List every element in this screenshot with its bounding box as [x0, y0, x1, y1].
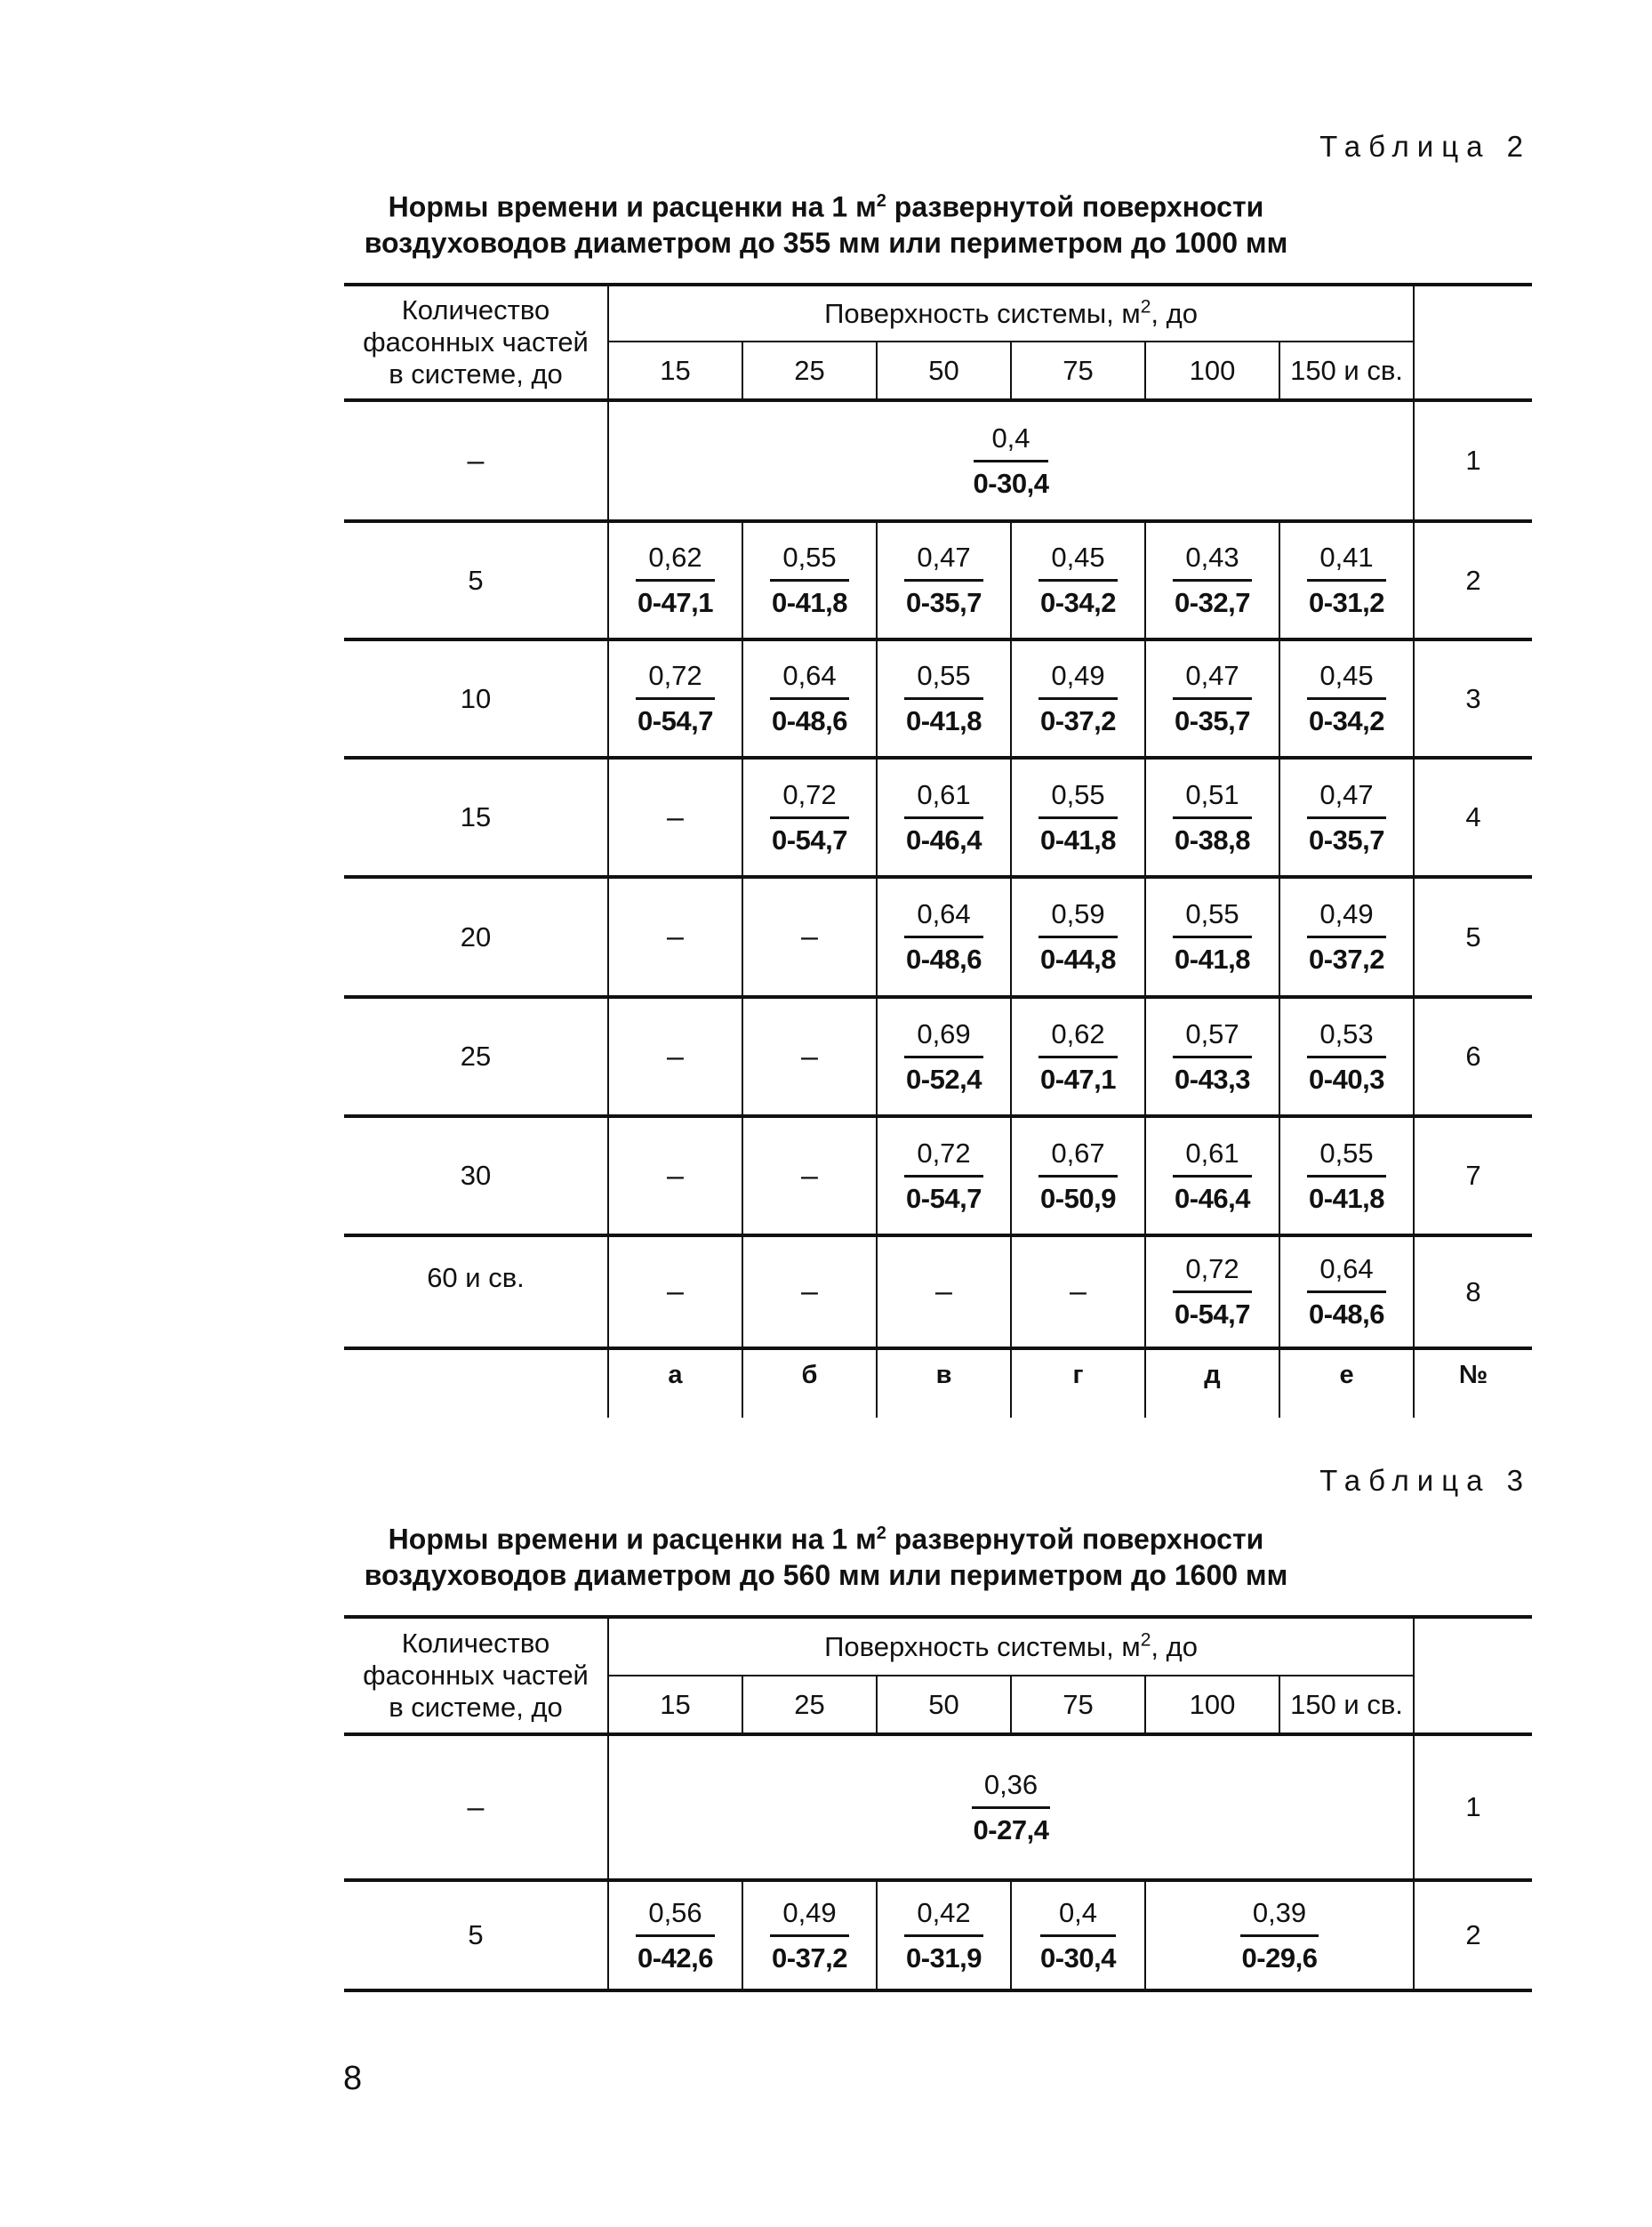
value-cell: $\frac{0,57}{0-43,3}$ [1145, 997, 1279, 1116]
column-header: 150 и св. [1279, 342, 1414, 400]
value-cell: – [608, 758, 742, 877]
value-cell: $\frac{0,47}{0-35,7}$ [1279, 758, 1414, 877]
table-row [344, 877, 1532, 997]
value-cell: $\frac{0,59}{0-44,8}$ [1011, 877, 1145, 997]
value-cell: $\frac{0,72}{0-54,7}$ [877, 1116, 1011, 1235]
footer-letter: г [1011, 1348, 1145, 1418]
row-number: 1 [1414, 1734, 1532, 1880]
norms-table-2 [344, 283, 1532, 1418]
row-number: 4 [1414, 758, 1532, 877]
row-number: 6 [1414, 997, 1532, 1116]
footer-row [344, 1348, 1532, 1418]
number-header [1414, 1617, 1532, 1734]
table-row [344, 521, 1532, 639]
value-cell: $\frac{0,72}{0-54,7}$ [742, 758, 877, 877]
column-header: 75 [1011, 342, 1145, 400]
table-row [344, 1116, 1532, 1235]
table2-title: Нормы времени и расценки на 1 $м^2$ развернутой поверхности воздуховодов диаметром до 355 мм или периметром до 1000 мм [364, 190, 1288, 259]
row-count: 15 [344, 758, 608, 877]
value-cell: $\frac{0,49}{0-37,2}$ [1279, 877, 1414, 997]
row-number: 2 [1414, 1880, 1532, 1990]
column-header: 15 [608, 1676, 742, 1734]
row-number: 5 [1414, 877, 1532, 997]
value-cell: $\frac{0,42}{0-31,9}$ [877, 1880, 1011, 1990]
value-cell: $\frac{0,55}{0-41,8}$ [877, 639, 1011, 758]
value-cell: $\frac{0,61}{0-46,4}$ [1145, 1116, 1279, 1235]
column-header: 15 [608, 342, 742, 400]
table3-label: Таблица 3 [1319, 1464, 1531, 1497]
value-cell: $\frac{0,47}{0-35,7}$ [1145, 639, 1279, 758]
count-header: Количество фасонных частей в системе, до [344, 285, 608, 400]
value-cell: $\frac{0,72}{0-54,7}$ [608, 639, 742, 758]
column-header: 25 [742, 342, 877, 400]
value-cell: $\frac{0,41}{0-31,2}$ [1279, 521, 1414, 639]
value-cell: $\frac{0,51}{0-38,8}$ [1145, 758, 1279, 877]
row-number: 3 [1414, 639, 1532, 758]
row-number: 8 [1414, 1235, 1532, 1348]
footer-letter: е [1279, 1348, 1414, 1418]
value-cell: $\frac{0,49}{0-37,2}$ [1011, 639, 1145, 758]
value-cell: $\frac{0,55}{0-41,8}$ [1279, 1116, 1414, 1235]
column-header: 50 [877, 342, 1011, 400]
number-header [1414, 285, 1532, 400]
value-cell: $\frac{0,39}{0-29,6}$ [1145, 1880, 1414, 1990]
table-row [344, 758, 1532, 877]
value-cell: $\frac{0,55}{0-41,8}$ [1145, 877, 1279, 997]
row-number: 1 [1414, 400, 1532, 521]
value-cell: $\frac{0,62}{0-47,1}$ [608, 521, 742, 639]
value-cell: $\frac{0,36}{0-27,4}$ [608, 1734, 1414, 1880]
value-cell: $\frac{0,4}{0-30,4}$ [608, 400, 1414, 521]
column-header: 100 [1145, 1676, 1279, 1734]
row-count: 5 [344, 1880, 608, 1990]
table3-title: Нормы времени и расценки на 1 $м^2$ развернутой поверхности воздуховодов диаметром до 560 мм или периметром до 1600 мм [364, 1523, 1288, 1591]
value-cell: – [742, 877, 877, 997]
column-header: 50 [877, 1676, 1011, 1734]
value-cell: $\frac{0,64}{0-48,6}$ [742, 639, 877, 758]
value-cell: – [608, 877, 742, 997]
value-cell: $\frac{0,4}{0-30,4}$ [1011, 1880, 1145, 1990]
table-row [344, 1734, 1532, 1880]
value-cell: $\frac{0,69}{0-52,4}$ [877, 997, 1011, 1116]
value-cell: $\frac{0,62}{0-47,1}$ [1011, 997, 1145, 1116]
table-row [344, 1235, 1532, 1348]
table-row [344, 639, 1532, 758]
column-header: 100 [1145, 342, 1279, 400]
row-count: – [344, 400, 608, 521]
row-number: 2 [1414, 521, 1532, 639]
row-count: 20 [344, 877, 608, 997]
row-count: 60 и св. [344, 1235, 608, 1348]
footer-number-sign: № [1458, 1360, 1488, 1389]
count-header: Количество фасонных частей в системе, до [344, 1617, 608, 1734]
footer-letter: б [742, 1348, 877, 1418]
value-cell: $\frac{0,72}{0-54,7}$ [1145, 1235, 1279, 1348]
value-cell: $\frac{0,47}{0-35,7}$ [877, 521, 1011, 639]
value-cell: $\frac{0,55}{0-41,8}$ [1011, 758, 1145, 877]
value-cell: – [608, 1116, 742, 1235]
row-count: 30 [344, 1116, 608, 1235]
table-row [344, 997, 1532, 1116]
value-cell: $\frac{0,56}{0-42,6}$ [608, 1880, 742, 1990]
value-cell: – [608, 997, 742, 1116]
value-cell: $\frac{0,49}{0-37,2}$ [742, 1880, 877, 1990]
column-header: 25 [742, 1676, 877, 1734]
value-cell: $\frac{0,45}{0-34,2}$ [1011, 521, 1145, 639]
column-header: 150 и св. [1279, 1676, 1414, 1734]
surface-header: Поверхность системы, $м^2$, до [608, 285, 1414, 342]
row-count: – [344, 1734, 608, 1880]
row-count: 25 [344, 997, 608, 1116]
surface-header: Поверхность системы, $м^2$, до [608, 1617, 1414, 1676]
page-number: 8 [343, 2060, 363, 2097]
value-cell: $\frac{0,55}{0-41,8}$ [742, 521, 877, 639]
value-cell: $\frac{0,61}{0-46,4}$ [877, 758, 1011, 877]
value-cell: $\frac{0,45}{0-34,2}$ [1279, 639, 1414, 758]
column-header: 75 [1011, 1676, 1145, 1734]
value-cell: – [742, 997, 877, 1116]
value-cell: – [742, 1116, 877, 1235]
table2-label: Таблица 2 [1319, 130, 1531, 163]
value-cell: – [877, 1235, 1011, 1348]
value-cell: $\frac{0,64}{0-48,6}$ [877, 877, 1011, 997]
value-cell: – [742, 1235, 877, 1348]
value-cell: $\frac{0,67}{0-50,9}$ [1011, 1116, 1145, 1235]
row-count: 10 [344, 639, 608, 758]
footer-letter: а [608, 1348, 742, 1418]
value-cell: – [1011, 1235, 1145, 1348]
value-cell: $\frac{0,64}{0-48,6}$ [1279, 1235, 1414, 1348]
footer-letter: д [1145, 1348, 1279, 1418]
table-row [344, 1880, 1532, 1990]
value-cell: $\frac{0,43}{0-32,7}$ [1145, 521, 1279, 639]
row-count: 5 [344, 521, 608, 639]
norms-table-3 [344, 1615, 1532, 1992]
footer-letter: в [877, 1348, 1011, 1418]
table-row [344, 400, 1532, 521]
row-number: 7 [1414, 1116, 1532, 1235]
value-cell: $\frac{0,53}{0-40,3}$ [1279, 997, 1414, 1116]
footer-blank [344, 1348, 608, 1418]
value-cell: – [608, 1235, 742, 1348]
